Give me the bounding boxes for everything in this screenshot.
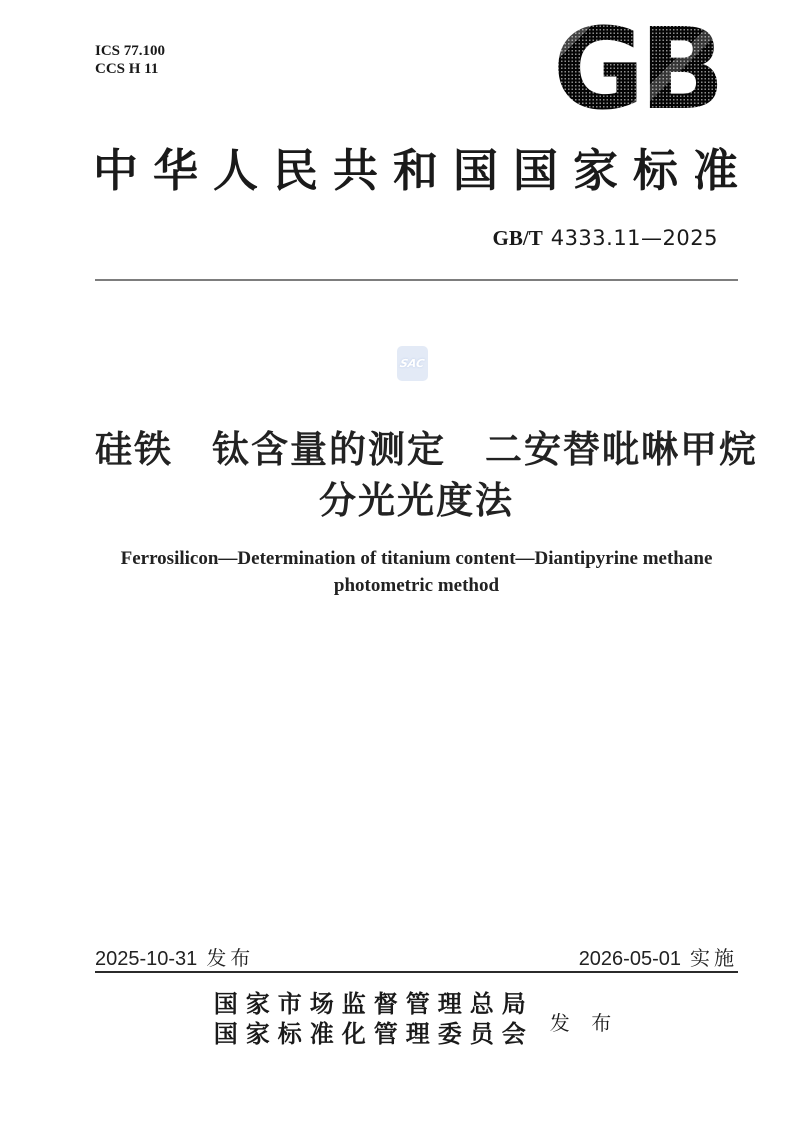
issue-date-group (95, 942, 254, 971)
document-title-cn-line1: 硅铁 钛含量的测定 二安替吡啉甲烷 (95, 429, 758, 470)
publisher-line1: 国家市场监督管理总局 (213, 992, 534, 1018)
publisher-names (214, 990, 534, 1050)
sac-watermark-text: SAC (399, 357, 426, 370)
gb-logo: GB (552, 5, 720, 135)
implementation-label: 实施 (690, 948, 738, 970)
document-title-cn-line2: 分光光度法 (319, 480, 514, 521)
release-label: 发 布 (549, 1012, 620, 1035)
standard-code-prefix: GB/T (492, 226, 543, 250)
issue-label: 发布 (206, 948, 255, 970)
implementation-date-group (579, 942, 738, 971)
footer-divider (95, 971, 738, 973)
dates-row (95, 942, 738, 971)
ics-code: ICS 77.100 (95, 43, 166, 59)
document-title-en-line2: photometric method (333, 575, 500, 596)
classification-codes (95, 42, 165, 78)
document-title-en (75, 545, 758, 599)
document-title-en-line1: Ferrosilicon—Determination of titanium content—Diantipyrine methane (120, 548, 713, 569)
sac-watermark (397, 346, 428, 381)
standard-code-number: 4333.11—2025 (550, 226, 718, 250)
national-standard-heading: 中华人民共和国国家标准 (93, 146, 738, 196)
publisher-line2: 国家标准化管理委员会 (213, 1022, 534, 1048)
document-title-cn (95, 424, 758, 526)
header-divider (95, 279, 738, 281)
publisher-block (95, 990, 738, 1050)
ccs-code: CCS H 11 (95, 61, 159, 77)
standard-code (493, 226, 718, 251)
implementation-date: 2026-05-01 (578, 948, 681, 970)
issue-date: 2025-10-31 (95, 948, 198, 970)
